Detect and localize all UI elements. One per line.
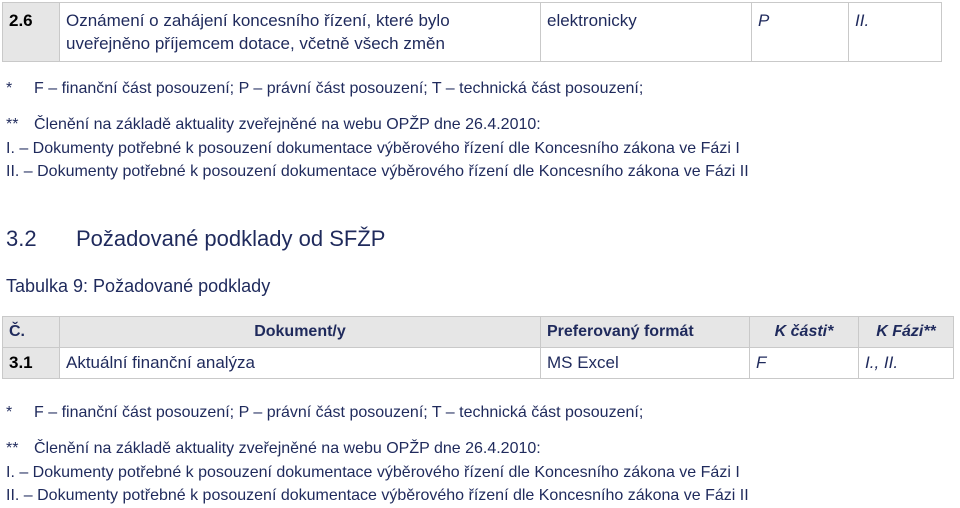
row-document: Oznámení o zahájení koncesního řízení, které bylo uveřejněno příjemcem dotace, včetně všech změn xyxy=(60,3,541,62)
header-format: Preferovaný formát xyxy=(541,317,750,348)
footnote-text: F – finanční část posouzení; P – právní část posouzení; T – technická část posouzení; xyxy=(34,80,644,97)
footnote-marker: ** xyxy=(6,116,19,133)
row-part: P xyxy=(752,3,849,62)
footnote-star xyxy=(6,80,643,98)
section-heading xyxy=(6,226,385,252)
row-format: elektronicky xyxy=(541,3,752,62)
top-documents-table xyxy=(2,2,942,62)
required-documents-table xyxy=(2,316,954,379)
footnote-star xyxy=(6,404,643,422)
row-phase: II. xyxy=(849,3,942,62)
footnote-text: F – finanční část posouzení; P – právní část posouzení; T – technická část posouzení; xyxy=(34,404,644,421)
footnote-phase-1: I. – Dokumenty potřebné k posouzení dokumentace výběrového řízení dle Koncesního zákona ve Fázi I xyxy=(6,464,740,481)
footnote-double-star xyxy=(6,440,541,458)
row-part: F xyxy=(750,348,859,379)
table-row xyxy=(3,3,942,62)
header-part: K části* xyxy=(750,317,859,348)
footnote-marker: * xyxy=(6,80,13,97)
table-caption: Tabulka 9: Požadované podklady xyxy=(6,276,271,296)
row-phase: I., II. xyxy=(859,348,954,379)
table-header-row xyxy=(3,317,954,348)
footnote-text: Členění na základě aktuality zveřejněné na webu OPŽP dne 26.4.2010: xyxy=(34,440,541,457)
footnote-text: Členění na základě aktuality zveřejněné na webu OPŽP dne 26.4.2010: xyxy=(34,116,541,133)
header-number: Č. xyxy=(3,317,60,348)
footnote-marker: ** xyxy=(6,440,19,457)
header-phase: K Fázi** xyxy=(859,317,954,348)
row-format: MS Excel xyxy=(541,348,750,379)
section-number: 3.2 xyxy=(6,226,37,251)
footnote-phase-2: II. – Dokumenty potřebné k posouzení dokumentace výběrového řízení dle Koncesního zákona ve Fázi II xyxy=(6,163,749,180)
footnote-double-star xyxy=(6,116,541,134)
header-document: Dokument/y xyxy=(60,317,541,348)
footnote-marker: * xyxy=(6,404,13,421)
footnote-phase-1: I. – Dokumenty potřebné k posouzení dokumentace výběrového řízení dle Koncesního zákona ve Fázi I xyxy=(6,140,740,157)
row-document: Aktuální finanční analýza xyxy=(60,348,541,379)
section-title: Požadované podklady od SFŽP xyxy=(76,226,386,251)
table-row xyxy=(3,348,954,379)
row-number: 3.1 xyxy=(3,348,60,379)
row-number: 2.6 xyxy=(3,3,60,62)
footnote-phase-2: II. – Dokumenty potřebné k posouzení dokumentace výběrového řízení dle Koncesního zákona ve Fázi II xyxy=(6,487,749,504)
